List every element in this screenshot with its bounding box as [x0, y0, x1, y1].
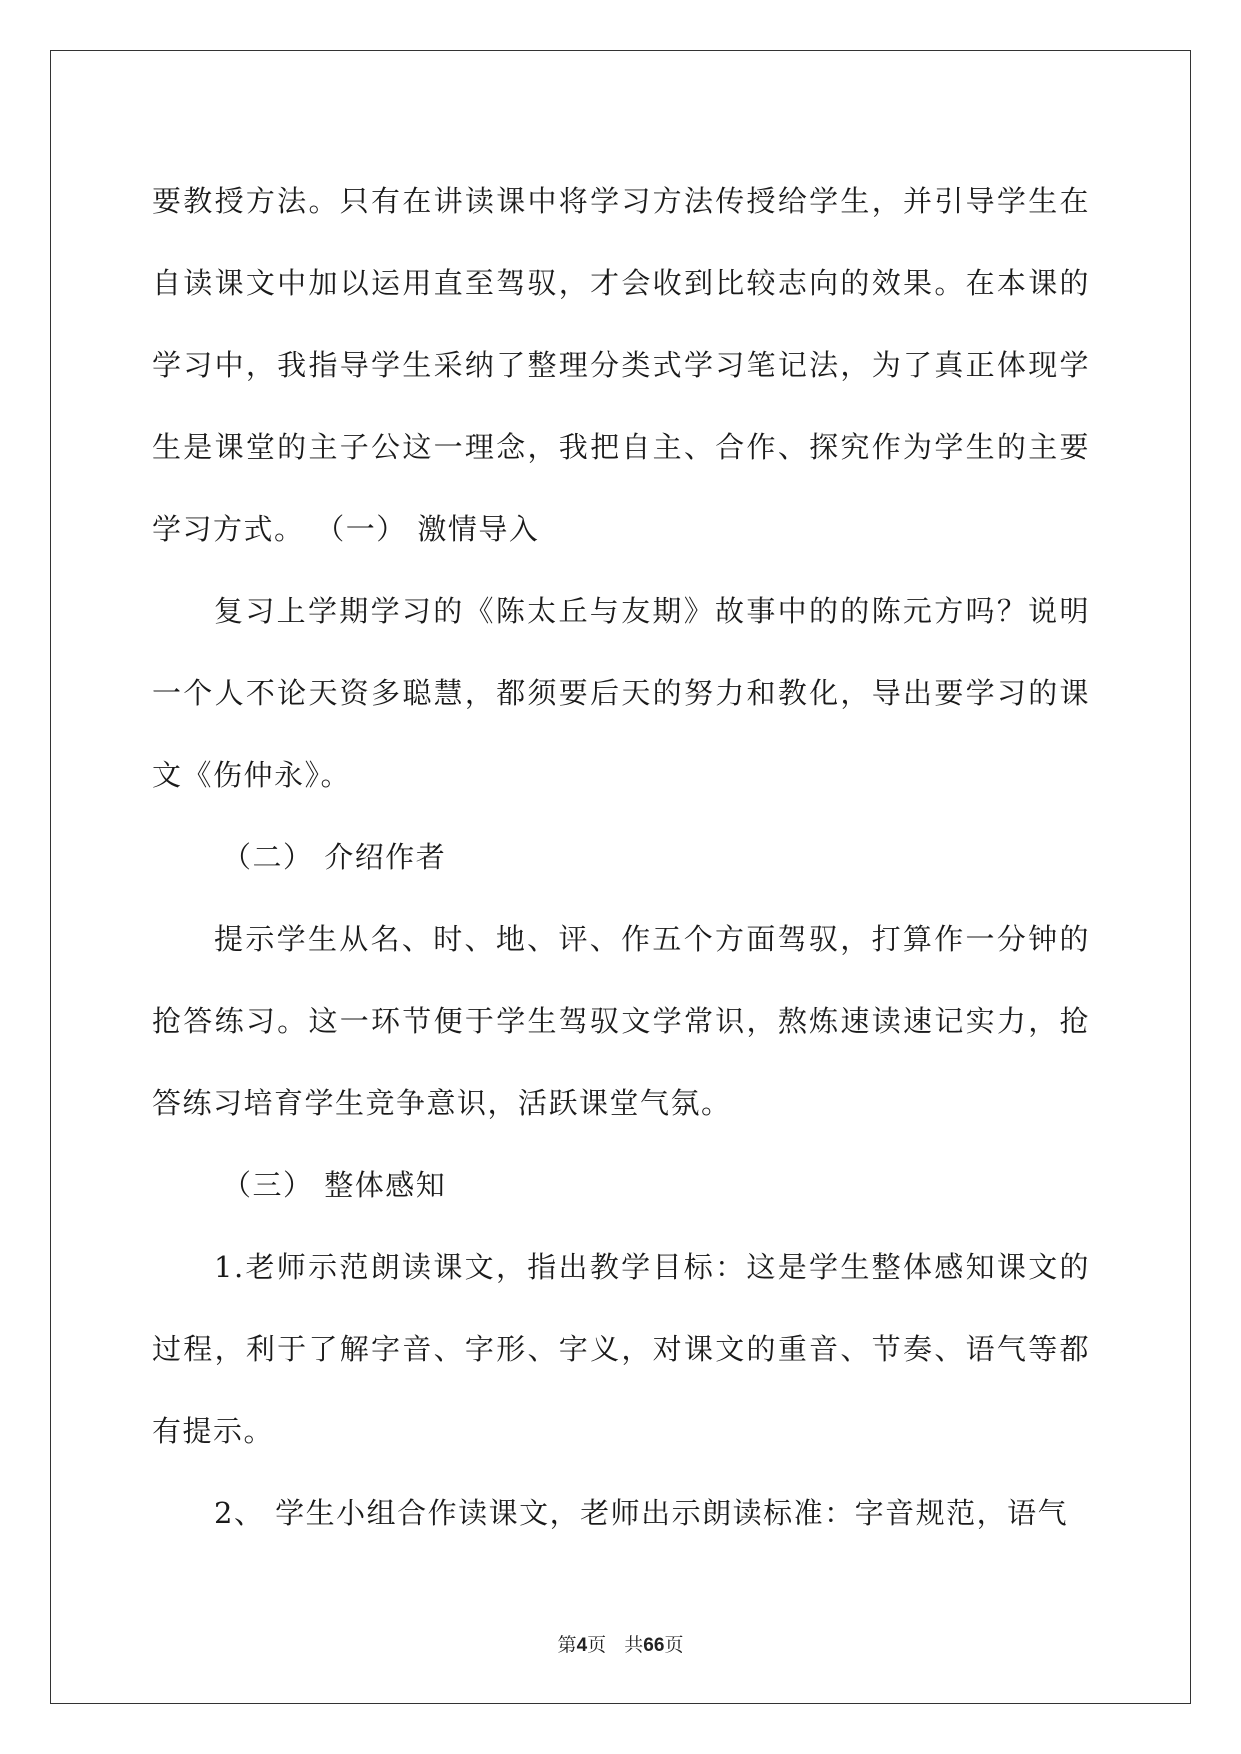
paragraph-author: 提示学生从名、时、地、评、作五个方面驾驭，打算作一分钟的抢答练习。这一环节便于学生驾驭文学常识，熬炼速读速记实力，抢答练习培育学生竞争意识，活跃课堂气氛。	[152, 922, 1090, 1120]
page-number: 4	[576, 1635, 588, 1656]
total-pages: 66	[643, 1635, 665, 1656]
total-label-suffix: 页	[664, 1634, 684, 1656]
page-footer	[0, 1630, 1241, 1657]
paragraph-reading-demo: 1.老师示范朗读课文，指出教学目标：这是学生整体感知课文的过程，利于了解字音、字形、字义，对课文的重音、节奏、语气等都有提示。	[152, 1250, 1090, 1448]
total-label-prefix: 共	[624, 1634, 644, 1656]
page-label-suffix: 页	[587, 1634, 607, 1656]
section-heading-author: （二） 介绍作者	[222, 840, 447, 874]
paragraph-group-reading: 2、 学生小组合作读课文，老师出示朗读标准：字音规范，语气	[214, 1496, 1069, 1530]
paragraph-review: 复习上学期学习的《陈太丘与友期》故事中的的陈元方吗？说明一个人不论天资多聪慧，都须要后天的努力和教化，导出要学习的课文《伤仲永》。	[152, 594, 1090, 792]
section-heading-perception: （三） 整体感知	[222, 1168, 447, 1202]
document-body	[152, 160, 1090, 1554]
paragraph-continuation: 要教授方法。只有在讲读课中将学习方法传授给学生，并引导学生在自读课文中加以运用直至驾驭，才会收到比较志向的效果。在本课的学习中，我指导学生采纳了整理分类式学习笔记法，为了真正体现学生是课堂的主子公这一理念，我把自主、合作、探究作为学生的主要学习方式。 （一） 激情导入	[152, 184, 1090, 546]
page-label-prefix: 第	[557, 1634, 577, 1656]
